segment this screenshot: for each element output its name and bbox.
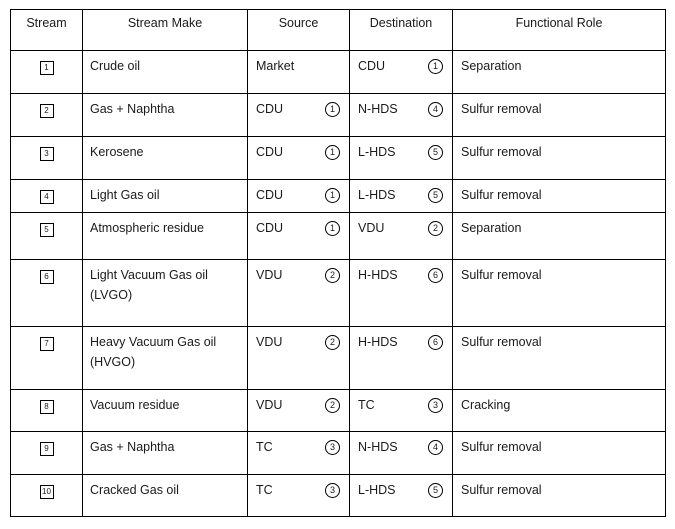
destination-unit-number: 6	[428, 268, 443, 283]
functional-role-cell	[453, 213, 666, 260]
header-stream-make: Stream Make	[83, 10, 248, 51]
destination-unit-number: 4	[428, 102, 443, 117]
source-cell	[248, 51, 350, 94]
destination-cell	[350, 327, 453, 390]
source-unit-number: 2	[325, 335, 340, 350]
stream-make-cell	[83, 51, 248, 94]
source-unit-number: 3	[325, 483, 340, 498]
source-cell	[248, 137, 350, 180]
stream-cell	[11, 327, 83, 390]
source-unit: VDU	[256, 398, 283, 412]
stream-make-text: Gas + Naphtha	[90, 102, 175, 116]
source-cell	[248, 475, 350, 517]
source-unit: TC	[256, 440, 273, 454]
destination-unit: VDU	[358, 221, 385, 235]
functional-role-cell	[453, 327, 666, 390]
destination-cell	[350, 475, 453, 517]
source-cell	[248, 432, 350, 475]
source-cell	[248, 94, 350, 137]
destination-cell	[350, 51, 453, 94]
functional-role-text: Sulfur removal	[461, 483, 542, 497]
stream-make-text: Crude oil	[90, 59, 141, 73]
functional-role-cell	[453, 390, 666, 432]
destination-unit: L-HDS	[358, 188, 396, 202]
stream-number-box: 2	[40, 104, 54, 118]
functional-role-cell	[453, 51, 666, 94]
source-cell	[248, 180, 350, 213]
functional-role-text: Separation	[461, 221, 522, 235]
source-unit: CDU	[256, 102, 284, 116]
stream-make-text: Cracked Gas oil	[90, 483, 179, 497]
destination-unit: H-HDS	[358, 335, 398, 349]
stream-cell	[11, 137, 83, 180]
destination-cell	[350, 390, 453, 432]
stream-make-text: Light Vacuum Gas oil (LVGO)	[90, 268, 208, 302]
destination-unit: N-HDS	[358, 102, 398, 116]
source-unit-number: 2	[325, 398, 340, 413]
header-row	[11, 10, 666, 51]
stream-make-cell	[83, 180, 248, 213]
destination-unit-number: 6	[428, 335, 443, 350]
source-unit: CDU	[256, 145, 284, 159]
destination-unit: L-HDS	[358, 145, 396, 159]
table-row	[11, 94, 666, 137]
stream-make-cell	[83, 94, 248, 137]
destination-cell	[350, 432, 453, 475]
functional-role-cell	[453, 432, 666, 475]
functional-role-text: Sulfur removal	[461, 268, 542, 282]
destination-unit-number: 4	[428, 440, 443, 455]
source-cell	[248, 327, 350, 390]
source-unit-number: 3	[325, 440, 340, 455]
stream-cell	[11, 51, 83, 94]
stream-make-cell	[83, 213, 248, 260]
stream-table-container	[10, 9, 666, 517]
stream-number-box: 10	[40, 485, 54, 499]
source-unit-number: 1	[325, 145, 340, 160]
table-row	[11, 180, 666, 213]
functional-role-text: Sulfur removal	[461, 188, 542, 202]
destination-unit-number: 5	[428, 188, 443, 203]
destination-cell	[350, 137, 453, 180]
functional-role-cell	[453, 94, 666, 137]
source-unit: CDU	[256, 221, 284, 235]
stream-make-text: Gas + Naphtha	[90, 440, 175, 454]
table-row	[11, 51, 666, 94]
table-row	[11, 432, 666, 475]
destination-cell	[350, 180, 453, 213]
header-destination: Destination	[350, 10, 453, 51]
stream-make-cell	[83, 390, 248, 432]
stream-make-text: Heavy Vacuum Gas oil (HVGO)	[90, 335, 217, 369]
source-unit: VDU	[256, 268, 283, 282]
destination-unit-number: 3	[428, 398, 443, 413]
functional-role-text: Sulfur removal	[461, 102, 542, 116]
stream-cell	[11, 432, 83, 475]
stream-make-cell	[83, 137, 248, 180]
functional-role-cell	[453, 260, 666, 327]
source-unit: TC	[256, 483, 273, 497]
destination-unit: H-HDS	[358, 268, 398, 282]
stream-number-box: 6	[40, 270, 54, 284]
source-unit-number: 1	[325, 221, 340, 236]
functional-role-cell	[453, 475, 666, 517]
stream-number-box: 7	[40, 337, 54, 351]
stream-number-box: 3	[40, 147, 54, 161]
stream-number-box: 4	[40, 190, 54, 204]
source-cell	[248, 260, 350, 327]
functional-role-text: Sulfur removal	[461, 145, 542, 159]
header-functional-role: Functional Role	[453, 10, 666, 51]
stream-number-box: 9	[40, 442, 54, 456]
destination-unit-number: 5	[428, 145, 443, 160]
stream-cell	[11, 94, 83, 137]
destination-unit: N-HDS	[358, 440, 398, 454]
stream-cell	[11, 390, 83, 432]
source-unit: VDU	[256, 335, 283, 349]
header-source: Source	[248, 10, 350, 51]
header-stream: Stream	[11, 10, 83, 51]
functional-role-text: Sulfur removal	[461, 335, 542, 349]
source-cell	[248, 213, 350, 260]
destination-cell	[350, 94, 453, 137]
stream-make-cell	[83, 432, 248, 475]
source-unit: Market	[256, 59, 295, 73]
destination-unit: CDU	[358, 59, 386, 73]
stream-number-box: 8	[40, 400, 54, 414]
stream-make-text: Atmospheric residue	[90, 221, 204, 235]
stream-make-text: Kerosene	[90, 145, 144, 159]
table-row	[11, 390, 666, 432]
stream-cell	[11, 180, 83, 213]
destination-unit-number: 5	[428, 483, 443, 498]
stream-make-cell	[83, 260, 248, 327]
source-unit-number: 2	[325, 268, 340, 283]
stream-number-box: 5	[40, 223, 54, 237]
table-row	[11, 213, 666, 260]
table-row	[11, 475, 666, 517]
destination-unit-number: 2	[428, 221, 443, 236]
stream-make-text: Light Gas oil	[90, 188, 160, 202]
source-unit-number: 1	[325, 188, 340, 203]
table-row	[11, 137, 666, 180]
stream-cell	[11, 213, 83, 260]
stream-cell	[11, 475, 83, 517]
table-body	[11, 51, 666, 517]
functional-role-text: Separation	[461, 59, 522, 73]
table-row	[11, 327, 666, 390]
source-unit: CDU	[256, 188, 284, 202]
destination-cell	[350, 260, 453, 327]
table-row	[11, 260, 666, 327]
source-cell	[248, 390, 350, 432]
stream-number-box: 1	[40, 61, 54, 75]
destination-unit-number: 1	[428, 59, 443, 74]
functional-role-cell	[453, 180, 666, 213]
destination-unit: TC	[358, 398, 375, 412]
destination-cell	[350, 213, 453, 260]
functional-role-cell	[453, 137, 666, 180]
functional-role-text: Sulfur removal	[461, 440, 542, 454]
functional-role-text: Cracking	[461, 398, 511, 412]
stream-make-text: Vacuum residue	[90, 398, 180, 412]
stream-make-cell	[83, 327, 248, 390]
stream-cell	[11, 260, 83, 327]
stream-table	[10, 9, 666, 517]
source-unit-number: 1	[325, 102, 340, 117]
destination-unit: L-HDS	[358, 483, 396, 497]
stream-make-cell	[83, 475, 248, 517]
